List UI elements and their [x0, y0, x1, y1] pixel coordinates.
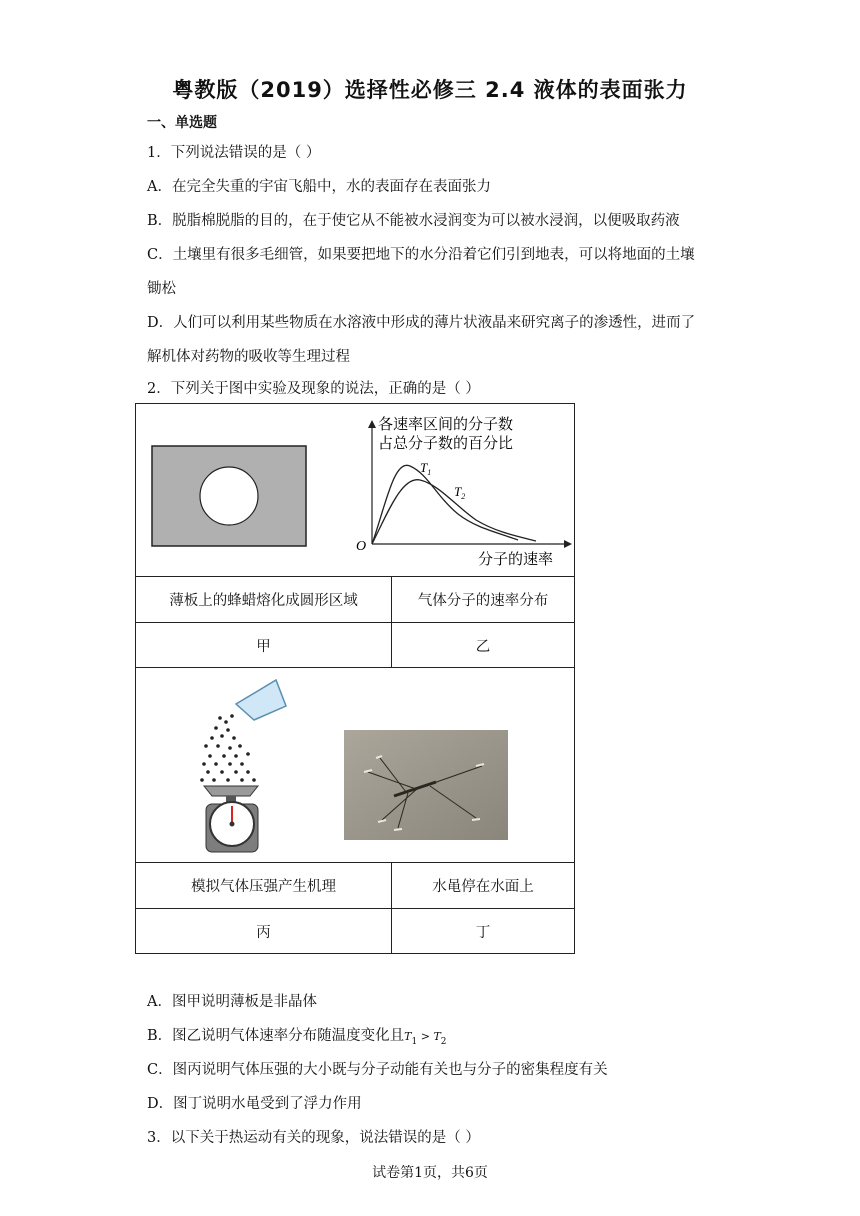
- q1-option-c-cont: 锄松: [147, 281, 176, 297]
- q2-option-b-gt: >: [417, 1030, 434, 1043]
- page-footer: 试卷第1页，共6页: [372, 1165, 488, 1181]
- pouring-cup: [236, 680, 286, 720]
- caption-ding: 水黾停在水面上: [392, 863, 575, 909]
- q1-stem: 1．下列说法错误的是（ ）: [147, 145, 321, 161]
- curve-t2-label: $T_2$: [454, 484, 466, 501]
- q1-option-c: C．土壤里有很多毛细管，如果要把地下的水分沿着它们引到地表，可以将地面的土壤: [147, 247, 695, 263]
- caption-yi: 气体分子的速率分布: [392, 577, 575, 623]
- label-bing: 丙: [136, 909, 392, 954]
- q2-option-b-t2: T: [433, 1030, 441, 1043]
- q2-figure-table: [135, 403, 575, 954]
- q2-option-b: [147, 1024, 447, 1047]
- q2-stem: 2．下列关于图中实验及现象的说法，正确的是（ ）: [147, 381, 480, 397]
- scale-tray: [204, 786, 258, 796]
- q1-option-d: D．人们可以利用某些物质在水溶液中形成的薄片状液晶来研究离子的渗透性，进而了: [147, 315, 696, 331]
- q1-option-d-cont: 解机体对药物的吸收等生理过程: [147, 349, 350, 365]
- label-yi: 乙: [392, 623, 575, 668]
- page-title: 粤教版（2019）选择性必修三 2.4 液体的表面张力: [172, 78, 688, 102]
- q3-stem: 3．以下关于热运动有关的现象，说法错误的是（ ）: [147, 1130, 480, 1146]
- curve-t1-label: $T_1$: [420, 460, 432, 477]
- label-ding: 丁: [392, 909, 575, 954]
- caption-bing: 模拟气体压强产生机理: [136, 863, 392, 909]
- falling-beads: [200, 714, 256, 782]
- curve-t1: [372, 465, 518, 544]
- caption-jia: 薄板上的蜂蜡熔化成圆形区域: [136, 577, 392, 623]
- chart-origin: O: [356, 539, 367, 554]
- melted-wax-circle: [200, 467, 258, 525]
- chart-ylabel-line2: 占总分子数的百分比: [378, 435, 514, 452]
- q1-option-b: B．脱脂棉脱脂的目的，在于使它从不能被水浸润变为可以被水浸润，以便吸取药液: [147, 213, 680, 229]
- q2-option-c: C．图丙说明气体压强的大小既与分子动能有关也与分子的密集程度有关: [147, 1062, 608, 1078]
- figure-row-top: [136, 404, 575, 577]
- q2-option-b-t2-sub: 2: [440, 1036, 447, 1047]
- q2-option-b-t1-sub: 1: [411, 1036, 418, 1047]
- chart-x-arrow: [564, 540, 572, 548]
- q2-option-a: A．图甲说明薄板是非晶体: [147, 994, 317, 1010]
- chart-ylabel-line1: 各速率区间的分子数: [378, 416, 514, 433]
- q2-option-b-text: B．图乙说明气体速率分布随温度变化且: [147, 1028, 405, 1044]
- figure-row-bottom: [136, 668, 575, 863]
- q2-option-d: D．图丁说明水黾受到了浮力作用: [147, 1096, 362, 1112]
- chart-y-arrow: [368, 420, 376, 428]
- section-heading: 一、单选题: [147, 115, 217, 131]
- figure-bing-ding: [136, 668, 574, 858]
- chart-xlabel: 分子的速率: [478, 551, 554, 568]
- label-jia: 甲: [136, 623, 392, 668]
- q1-option-a: A．在完全失重的宇宙飞船中，水的表面存在表面张力: [147, 179, 491, 195]
- figure-jia-yi: [136, 404, 574, 572]
- q2-option-b-t1: T: [404, 1030, 412, 1043]
